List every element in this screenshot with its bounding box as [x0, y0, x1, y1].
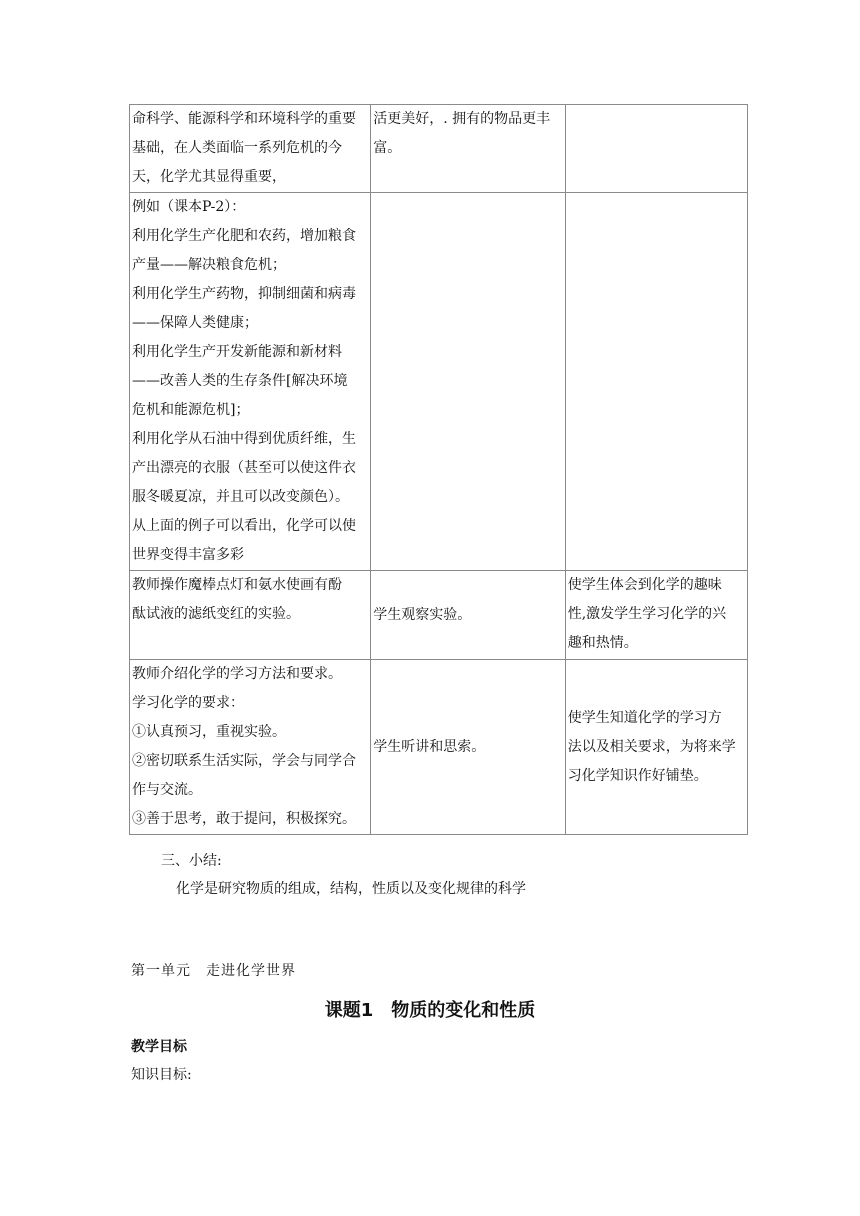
cell-text-line: 从上面的例子可以看出，化学可以使 [132, 518, 356, 534]
cell-text-line: 基础，在人类面临一系列危机的今 [132, 140, 342, 156]
cell-text-line: ——改善人类的生存条件[解决环境 [132, 373, 348, 389]
cell-text-line: 利用化学生产化肥和农药，增加粮食 [132, 228, 356, 244]
cell-text-line: 教师介绍化学的学习方法和要求。 [132, 666, 342, 682]
cell-text-line: 习化学知识作好铺垫。 [567, 767, 708, 784]
table-cell-student-activity [371, 105, 565, 193]
table-row [130, 193, 748, 571]
table-cell-design-intent [565, 105, 747, 193]
cell-text-line: 学生观察实验。 [373, 606, 472, 623]
table-cell-design-intent [565, 660, 747, 835]
knowledge-goals-label: 知识目标: [131, 1067, 192, 1083]
table-cell-student-activity [371, 571, 565, 660]
cell-text-line: 趣和热情。 [567, 635, 638, 651]
table-cell-teacher-activity [130, 660, 371, 835]
cell-text-line: 使学生体会到化学的趣味 [567, 577, 722, 593]
cell-text-line: 性,激发学生学习化学的兴 [567, 606, 727, 622]
cell-text-line: 酞试液的滤纸变红的实验。 [132, 606, 300, 622]
cell-text-line: 利用化学生产药物，抑制细菌和病毒 [132, 286, 356, 302]
table-row [130, 660, 748, 835]
table-cell-design-intent [565, 193, 747, 571]
cell-text-line: 产出漂亮的衣服（甚至可以使这件衣 [132, 460, 356, 476]
cell-text-line: 危机和能源危机]； [132, 402, 250, 418]
cell-text-line: 世界变得丰富多彩 [132, 547, 244, 563]
cell-text-line: 天，化学尤其显得重要， [132, 169, 286, 185]
cell-text-line: 活更美好，. 拥有的物品更丰 [373, 111, 551, 127]
cell-text-line: 命科学、能源科学和环境科学的重要 [132, 111, 356, 127]
table-cell-student-activity [371, 660, 565, 835]
cell-text-line: 法以及相关要求，为将来学 [567, 738, 736, 755]
cell-text-line: 教师操作魔棒点灯和氨水使画有酚 [132, 577, 342, 593]
cell-text-line: 富。 [373, 140, 402, 156]
cell-text-line: 作与交流。 [132, 782, 202, 798]
teaching-goals-heading: 教学目标 [131, 1039, 187, 1055]
cell-text-line: ②密切联系生活实际，学会与同学合 [132, 753, 356, 769]
table-cell-design-intent [565, 571, 747, 660]
lesson-table [129, 104, 748, 835]
cell-text-line: 例如（课本P-2）： [132, 199, 246, 215]
cell-text-line: 利用化学生产开发新能源和新材料 [132, 344, 342, 360]
table-cell-student-activity [371, 193, 565, 571]
lesson-table-body [130, 105, 748, 835]
cell-text-line: ③善于思考，敢于提问，积极探究。 [132, 811, 356, 827]
cell-text-line: ①认真预习，重视实验。 [132, 724, 286, 740]
cell-text-line: 利用化学从石油中得到优质纤维，生 [132, 431, 356, 447]
cell-text-line: 学生听讲和思索。 [373, 738, 486, 755]
unit-title: 第一单元 走进化学世界 [131, 963, 296, 979]
cell-text-line: ——保障人类健康； [132, 315, 258, 331]
table-cell-teacher-activity [130, 105, 371, 193]
cell-text-line: 产量——解决粮食危机； [132, 257, 286, 273]
summary-text: 化学是研究物质的组成，结构，性质以及变化规律的科学 [176, 881, 526, 897]
table-row [130, 105, 748, 193]
table-cell-teacher-activity [130, 571, 371, 660]
cell-text-line: 服冬暖夏凉，并且可以改变颜色）。 [132, 489, 349, 505]
lesson-title: 课题1 物质的变化和性质 [324, 1000, 536, 1021]
cell-text-line: 使学生知道化学的学习方 [567, 709, 722, 726]
cell-text-line: 学习化学的要求： [132, 695, 244, 711]
summary-heading: 三、小结: [161, 853, 222, 869]
table-cell-teacher-activity [130, 193, 371, 571]
table-row [130, 571, 748, 660]
